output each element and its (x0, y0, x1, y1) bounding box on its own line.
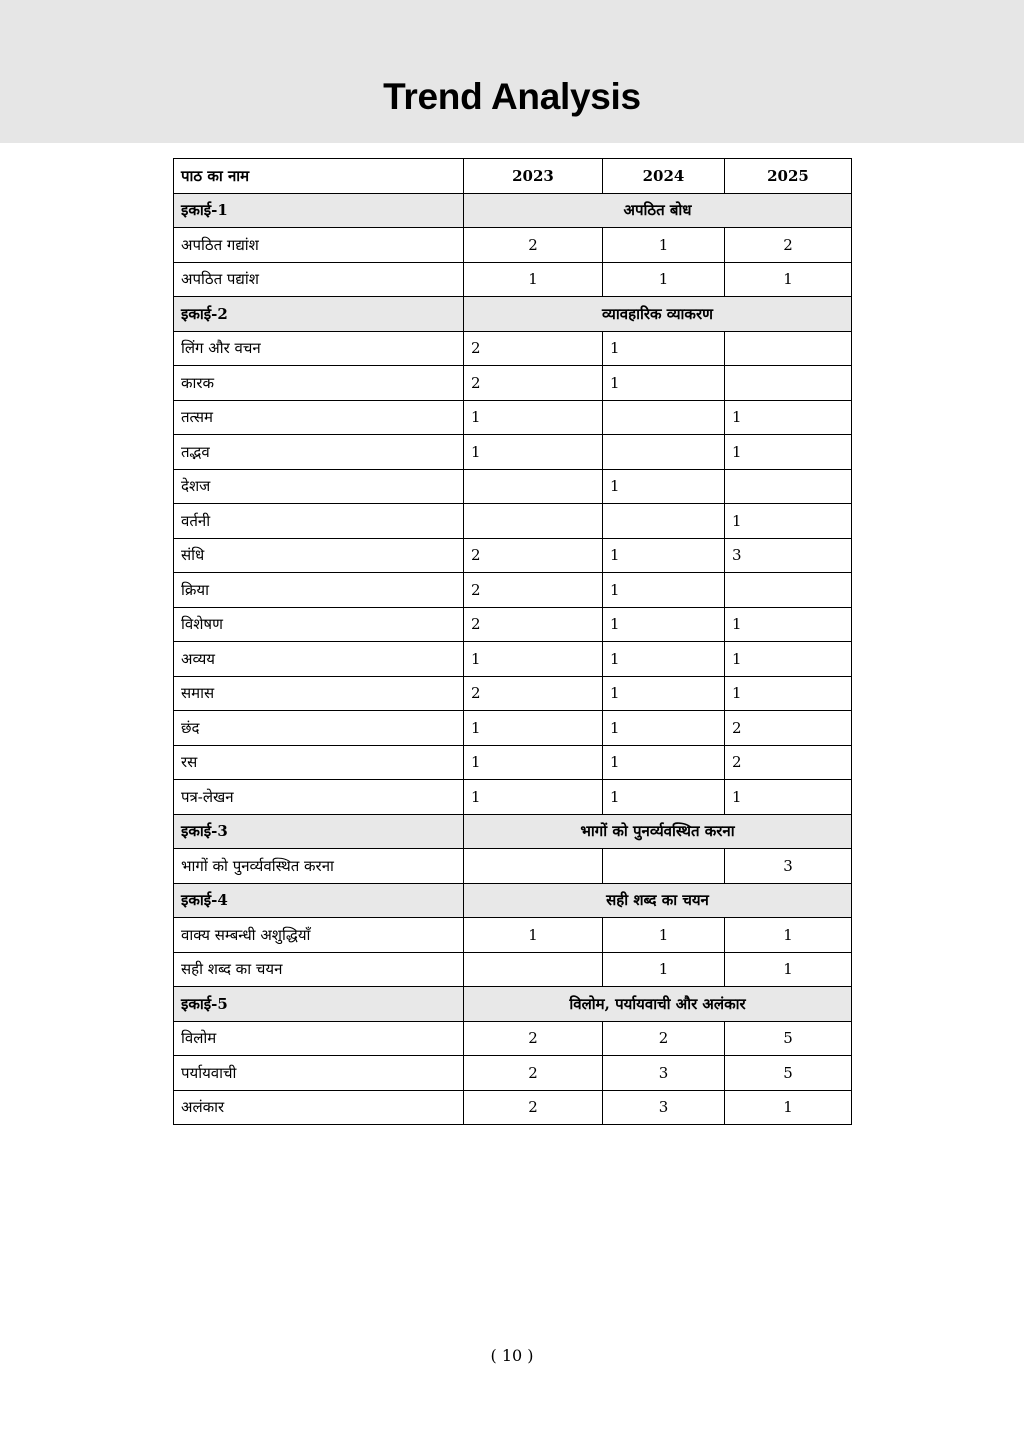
unit-section-title: व्यावहारिक व्याकरण (464, 297, 852, 332)
count-cell-2024: 1 (603, 573, 725, 608)
count-cell-2025 (725, 331, 852, 366)
unit-label: इकाई-2 (174, 297, 464, 332)
count-cell-2024: 1 (603, 918, 725, 953)
table-row (174, 331, 852, 366)
unit-label: इकाई-3 (174, 814, 464, 849)
table-row (174, 780, 852, 815)
unit-label: इकाई-5 (174, 987, 464, 1022)
header-cell-chapter: पाठ का नाम (174, 159, 464, 194)
unit-section-title: सही शब्द का चयन (464, 883, 852, 918)
count-cell-2024: 1 (603, 331, 725, 366)
chapter-name-cell: तद्भव (174, 435, 464, 470)
count-cell-2024: 1 (603, 366, 725, 401)
chapter-name-cell: अपठित पद्यांश (174, 262, 464, 297)
table-row (174, 642, 852, 677)
count-cell-2023: 1 (464, 400, 603, 435)
chapter-name-cell: लिंग और वचन (174, 331, 464, 366)
count-cell-2023: 2 (464, 538, 603, 573)
count-cell-2024: 1 (603, 538, 725, 573)
count-cell-2025: 1 (725, 642, 852, 677)
count-cell-2024: 3 (603, 1090, 725, 1125)
count-cell-2023: 2 (464, 676, 603, 711)
count-cell-2025 (725, 366, 852, 401)
count-cell-2024: 1 (603, 780, 725, 815)
count-cell-2023: 2 (464, 228, 603, 263)
count-cell-2023 (464, 849, 603, 884)
count-cell-2025: 3 (725, 849, 852, 884)
header-cell-2024: 2024 (603, 159, 725, 194)
chapter-name-cell: विशेषण (174, 607, 464, 642)
table-row (174, 400, 852, 435)
table-row (174, 1056, 852, 1091)
page-header-band (0, 0, 1024, 143)
count-cell-2023: 2 (464, 1021, 603, 1056)
table-row (174, 435, 852, 470)
unit-row (174, 883, 852, 918)
count-cell-2024: 1 (603, 676, 725, 711)
count-cell-2024: 1 (603, 262, 725, 297)
count-cell-2025: 1 (725, 435, 852, 470)
count-cell-2024 (603, 435, 725, 470)
count-cell-2023: 1 (464, 642, 603, 677)
chapter-name-cell: रस (174, 745, 464, 780)
count-cell-2023: 1 (464, 711, 603, 746)
chapter-name-cell: वर्तनी (174, 504, 464, 539)
count-cell-2023: 2 (464, 366, 603, 401)
count-cell-2025: 2 (725, 228, 852, 263)
table-row (174, 1090, 852, 1125)
table-row (174, 711, 852, 746)
count-cell-2023: 2 (464, 331, 603, 366)
chapter-name-cell: अव्यय (174, 642, 464, 677)
count-cell-2025: 1 (725, 262, 852, 297)
unit-row (174, 814, 852, 849)
unit-row (174, 193, 852, 228)
chapter-name-cell: छंद (174, 711, 464, 746)
header-cell-2025: 2025 (725, 159, 852, 194)
count-cell-2025: 2 (725, 711, 852, 746)
count-cell-2025: 2 (725, 745, 852, 780)
unit-row (174, 297, 852, 332)
page-title: Trend Analysis (383, 76, 641, 117)
chapter-name-cell: अपठित गद्यांश (174, 228, 464, 263)
header-cell-2023: 2023 (464, 159, 603, 194)
count-cell-2025: 5 (725, 1021, 852, 1056)
count-cell-2023 (464, 952, 603, 987)
trend-table (173, 158, 852, 1125)
count-cell-2023: 1 (464, 780, 603, 815)
count-cell-2023: 1 (464, 262, 603, 297)
count-cell-2024: 1 (603, 607, 725, 642)
unit-section-title: अपठित बोध (464, 193, 852, 228)
count-cell-2024: 1 (603, 469, 725, 504)
table-row (174, 504, 852, 539)
table-row (174, 228, 852, 263)
unit-section-title: भागों को पुनर्व्यवस्थित करना (464, 814, 852, 849)
chapter-name-cell: समास (174, 676, 464, 711)
chapter-name-cell: क्रिया (174, 573, 464, 608)
count-cell-2025 (725, 573, 852, 608)
chapter-name-cell: संधि (174, 538, 464, 573)
count-cell-2025: 1 (725, 504, 852, 539)
unit-label: इकाई-1 (174, 193, 464, 228)
count-cell-2023 (464, 469, 603, 504)
count-cell-2024: 1 (603, 711, 725, 746)
table-header-row (174, 159, 852, 194)
table-row (174, 676, 852, 711)
count-cell-2025 (725, 469, 852, 504)
table-row (174, 745, 852, 780)
chapter-name-cell: कारक (174, 366, 464, 401)
count-cell-2025: 3 (725, 538, 852, 573)
table-row (174, 573, 852, 608)
page-number: ( 10 ) (490, 1346, 534, 1365)
count-cell-2024 (603, 400, 725, 435)
table-row (174, 849, 852, 884)
chapter-name-cell: तत्सम (174, 400, 464, 435)
count-cell-2023: 1 (464, 435, 603, 470)
count-cell-2023: 1 (464, 745, 603, 780)
count-cell-2024 (603, 849, 725, 884)
chapter-name-cell: भागों को पुनर्व्यवस्थित करना (174, 849, 464, 884)
count-cell-2023: 2 (464, 573, 603, 608)
count-cell-2025: 1 (725, 780, 852, 815)
table-row (174, 262, 852, 297)
table-row (174, 607, 852, 642)
table-row (174, 366, 852, 401)
count-cell-2024: 1 (603, 952, 725, 987)
count-cell-2025: 1 (725, 607, 852, 642)
chapter-name-cell: सही शब्द का चयन (174, 952, 464, 987)
count-cell-2025: 1 (725, 676, 852, 711)
trend-table-body (174, 159, 852, 1125)
unit-section-title: विलोम, पर्यायवाची और अलंकार (464, 987, 852, 1022)
unit-label: इकाई-4 (174, 883, 464, 918)
unit-row (174, 987, 852, 1022)
count-cell-2023: 1 (464, 918, 603, 953)
count-cell-2025: 5 (725, 1056, 852, 1091)
count-cell-2023: 2 (464, 607, 603, 642)
table-row (174, 469, 852, 504)
chapter-name-cell: देशज (174, 469, 464, 504)
count-cell-2023: 2 (464, 1090, 603, 1125)
count-cell-2023: 2 (464, 1056, 603, 1091)
count-cell-2025: 1 (725, 400, 852, 435)
table-row (174, 918, 852, 953)
table-row (174, 538, 852, 573)
count-cell-2025: 1 (725, 918, 852, 953)
count-cell-2024: 1 (603, 745, 725, 780)
chapter-name-cell: पत्र-लेखन (174, 780, 464, 815)
table-row (174, 1021, 852, 1056)
table-row (174, 952, 852, 987)
count-cell-2024: 1 (603, 228, 725, 263)
count-cell-2024: 3 (603, 1056, 725, 1091)
count-cell-2025: 1 (725, 952, 852, 987)
chapter-name-cell: पर्यायवाची (174, 1056, 464, 1091)
count-cell-2024: 1 (603, 642, 725, 677)
count-cell-2025: 1 (725, 1090, 852, 1125)
count-cell-2024 (603, 504, 725, 539)
count-cell-2023 (464, 504, 603, 539)
count-cell-2024: 2 (603, 1021, 725, 1056)
chapter-name-cell: अलंकार (174, 1090, 464, 1125)
chapter-name-cell: विलोम (174, 1021, 464, 1056)
chapter-name-cell: वाक्य सम्बन्धी अशुद्धियाँ (174, 918, 464, 953)
